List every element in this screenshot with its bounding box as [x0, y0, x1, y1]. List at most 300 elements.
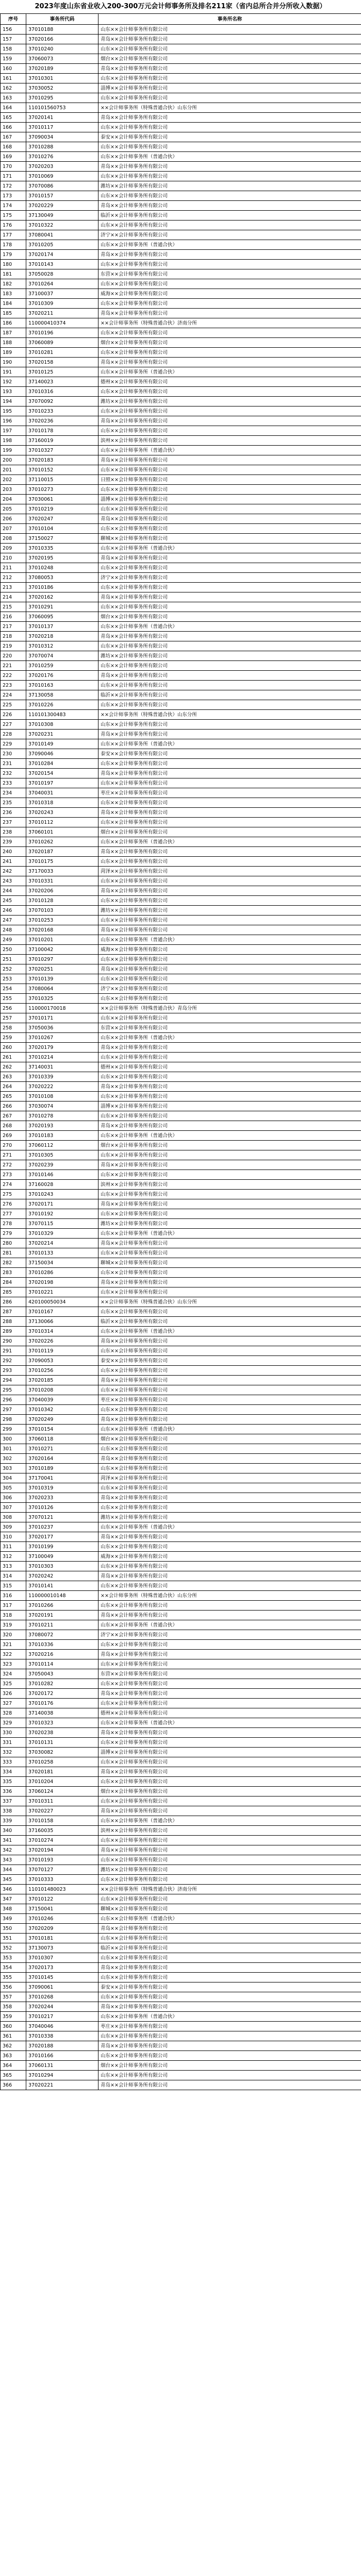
table-row — [1, 1307, 361, 1317]
name-cell: 青岛××会计师事务所有限公司 — [99, 1160, 361, 1170]
name-cell: 山东××会计师事务所有限公司 — [99, 2071, 361, 2080]
rank-cell: 302 — [1, 1454, 26, 1464]
rank-cell: 159 — [1, 54, 26, 64]
table-header — [1, 14, 361, 25]
code-cell: 37020171 — [26, 1199, 99, 1209]
rank-cell: 204 — [1, 495, 26, 504]
name-cell: 聊城××会计师事务所有限公司 — [99, 534, 361, 544]
rank-cell: 156 — [1, 25, 26, 35]
name-cell: 山东××会计师事务所（普通合伙） — [99, 837, 361, 847]
rank-cell: 323 — [1, 1659, 26, 1669]
rank-cell: 241 — [1, 857, 26, 867]
name-cell: 山东××会计师事务所有限公司 — [99, 1268, 361, 1278]
name-cell: 青岛××会计师事务所有限公司 — [99, 64, 361, 74]
code-cell: 37010319 — [26, 1483, 99, 1493]
code-cell: 37010291 — [26, 602, 99, 612]
name-cell: 青岛××会计师事务所有限公司 — [99, 309, 361, 318]
name-cell: 山东××会计师事务所有限公司 — [99, 1757, 361, 1767]
table-row — [1, 113, 361, 123]
rank-cell: 312 — [1, 1552, 26, 1562]
table-row — [1, 700, 361, 710]
table-row — [1, 2071, 361, 2080]
rank-cell: 183 — [1, 289, 26, 299]
code-cell: 37010117 — [26, 123, 99, 132]
code-cell: 37010133 — [26, 1248, 99, 1258]
table-row — [1, 35, 361, 44]
rank-cell: 172 — [1, 181, 26, 191]
name-cell: 滨州××会计师事务所有限公司 — [99, 1180, 361, 1190]
code-cell: 37010329 — [26, 1229, 99, 1239]
name-cell: ××会计师事务所（特殊普通合伙）青岛分所 — [99, 1004, 361, 1013]
code-cell: 37030052 — [26, 83, 99, 93]
code-cell: 37010246 — [26, 1914, 99, 1924]
rank-cell: 319 — [1, 1620, 26, 1630]
table-row — [1, 1278, 361, 1287]
table-row — [1, 74, 361, 83]
rank-cell: 274 — [1, 1180, 26, 1190]
name-cell: 青岛××会计师事务所有限公司 — [99, 769, 361, 778]
code-cell: 37010137 — [26, 622, 99, 632]
rank-cell: 358 — [1, 2002, 26, 2012]
rank-cell: 282 — [1, 1258, 26, 1268]
rank-cell: 322 — [1, 1650, 26, 1659]
table-row — [1, 1053, 361, 1062]
rank-cell: 297 — [1, 1405, 26, 1415]
rank-cell: 291 — [1, 1346, 26, 1356]
rank-cell: 168 — [1, 142, 26, 152]
name-cell: 山东××会计师事务所（普通合伙） — [99, 1718, 361, 1728]
code-cell: 37010146 — [26, 1170, 99, 1180]
name-cell: 山东××会计师事务所有限公司 — [99, 681, 361, 690]
name-cell: 山东××会计师事务所（普通合伙） — [99, 1327, 361, 1336]
code-cell: 37020172 — [26, 1689, 99, 1699]
rank-cell: 242 — [1, 867, 26, 876]
name-cell: ××会计师事务所（特殊普通合伙）山东分所 — [99, 710, 361, 720]
name-cell: 山东××会计师事务所（普通合伙） — [99, 1620, 361, 1630]
code-cell: 37010196 — [26, 328, 99, 338]
name-cell: 潍坊××会计师事务所有限公司 — [99, 1513, 361, 1522]
rank-cell: 187 — [1, 328, 26, 338]
rank-cell: 215 — [1, 602, 26, 612]
name-cell: 山东××会计师事务所有限公司 — [99, 798, 361, 808]
name-cell: 滨州××会计师事务所有限公司 — [99, 1826, 361, 1836]
table-row — [1, 1992, 361, 2002]
name-cell: 淄博××会计师事务所有限公司 — [99, 83, 361, 93]
name-cell: 东营××会计师事务所有限公司 — [99, 269, 361, 279]
code-cell: 37020198 — [26, 1278, 99, 1287]
table-row — [1, 162, 361, 172]
name-cell: 山东××会计师事务所有限公司 — [99, 1013, 361, 1023]
name-cell: 青岛××会计师事务所有限公司 — [99, 964, 361, 974]
table-row — [1, 906, 361, 916]
code-cell: 37020243 — [26, 808, 99, 818]
name-cell: 山东××会计师事务所有限公司 — [99, 1248, 361, 1258]
rank-cell: 181 — [1, 269, 26, 279]
table-row — [1, 1248, 361, 1258]
table-row — [1, 583, 361, 592]
table-row — [1, 387, 361, 397]
rank-cell: 209 — [1, 544, 26, 553]
rank-cell: 272 — [1, 1160, 26, 1170]
rank-cell: 161 — [1, 74, 26, 83]
name-cell: 山东××会计师事务所有限公司 — [99, 524, 361, 534]
table-row — [1, 93, 361, 103]
code-cell: 37010286 — [26, 1268, 99, 1278]
code-cell: 37020188 — [26, 2041, 99, 2051]
page-title: 2023年度山东省业收入200-300万元会计师事务所及排名211家（省内总所合并分所收入数据） — [35, 3, 326, 10]
table-row — [1, 446, 361, 455]
table-row — [1, 221, 361, 230]
name-cell: 山东××会计师事务所（普通合伙） — [99, 1816, 361, 1826]
table-row — [1, 201, 361, 211]
table-row — [1, 397, 361, 406]
name-cell: 威海××会计师事务所有限公司 — [99, 1552, 361, 1562]
name-cell: 青岛××会计师事务所有限公司 — [99, 553, 361, 563]
rank-cell: 295 — [1, 1385, 26, 1395]
rank-cell: 174 — [1, 201, 26, 211]
name-cell: 山东××会计师事务所有限公司 — [99, 1287, 361, 1297]
name-cell: 山东××会计师事务所有限公司 — [99, 916, 361, 925]
name-cell: 山东××会计师事务所有限公司 — [99, 1973, 361, 1982]
code-cell: 37010342 — [26, 1405, 99, 1415]
table-row — [1, 2080, 361, 2090]
rank-cell: 283 — [1, 1268, 26, 1278]
rank-cell: 287 — [1, 1307, 26, 1317]
rank-cell: 164 — [1, 103, 26, 113]
name-cell: 山东××会计师事务所有限公司 — [99, 1601, 361, 1611]
table-row — [1, 1669, 361, 1679]
name-cell: 青岛××会计师事务所有限公司 — [99, 35, 361, 44]
rank-cell: 223 — [1, 681, 26, 690]
rank-cell: 251 — [1, 955, 26, 964]
rank-cell: 351 — [1, 1934, 26, 1943]
code-cell: 37060101 — [26, 827, 99, 837]
rank-cell: 166 — [1, 123, 26, 132]
code-cell: 37010301 — [26, 74, 99, 83]
code-cell: 37020222 — [26, 1082, 99, 1092]
code-cell: 37010167 — [26, 1307, 99, 1317]
rank-cell: 314 — [1, 1571, 26, 1581]
code-cell: 37010240 — [26, 44, 99, 54]
code-cell: 37020233 — [26, 1493, 99, 1503]
name-cell: 山东××会计师事务所有限公司 — [99, 1894, 361, 1904]
rank-cell: 309 — [1, 1522, 26, 1532]
table-row — [1, 524, 361, 534]
code-cell: 37020154 — [26, 769, 99, 778]
table-row — [1, 641, 361, 651]
table-row — [1, 436, 361, 446]
table-row — [1, 1943, 361, 1953]
name-cell: 山东××会计师事务所（普通合伙） — [99, 1229, 361, 1239]
code-cell: 37010204 — [26, 1777, 99, 1787]
code-cell: 37010282 — [26, 1679, 99, 1689]
rank-cell: 194 — [1, 397, 26, 406]
rank-cell: 360 — [1, 2022, 26, 2031]
rank-cell: 280 — [1, 1239, 26, 1248]
name-cell: 山东××会计师事务所有限公司 — [99, 1934, 361, 1943]
rank-cell: 224 — [1, 690, 26, 700]
name-cell: 青岛××会计师事务所有限公司 — [99, 1532, 361, 1542]
name-cell: 青岛××会计师事务所有限公司 — [99, 808, 361, 818]
rank-cell: 192 — [1, 377, 26, 387]
code-cell: 37010237 — [26, 1522, 99, 1532]
table-row — [1, 1454, 361, 1464]
name-cell: 临沂××会计师事务所有限公司 — [99, 690, 361, 700]
rank-cell: 190 — [1, 358, 26, 367]
name-cell: 山东××会计师事务所（普通合伙） — [99, 739, 361, 749]
name-cell: 泰安××会计师事务所有限公司 — [99, 1356, 361, 1366]
table-row — [1, 172, 361, 181]
table-row — [1, 1150, 361, 1160]
table-row — [1, 1229, 361, 1239]
table-row — [1, 1415, 361, 1425]
code-cell: 420100050034 — [26, 1297, 99, 1307]
name-cell: 青岛××会计师事务所有限公司 — [99, 358, 361, 367]
code-cell: 37010104 — [26, 524, 99, 534]
rank-cell: 218 — [1, 632, 26, 641]
table-row — [1, 837, 361, 847]
table-row — [1, 1434, 361, 1444]
table-row — [1, 1963, 361, 1973]
name-cell: 山东××会计师事务所有限公司 — [99, 485, 361, 495]
rank-cell: 310 — [1, 1532, 26, 1542]
table-row — [1, 1199, 361, 1209]
rank-cell: 273 — [1, 1170, 26, 1180]
table-row — [1, 25, 361, 35]
table-row — [1, 406, 361, 416]
code-cell: 37020214 — [26, 1239, 99, 1248]
rank-cell: 284 — [1, 1278, 26, 1287]
name-cell: 山东××会计师事务所有限公司 — [99, 387, 361, 397]
name-cell: 青岛××会计师事务所有限公司 — [99, 632, 361, 641]
table-row — [1, 1816, 361, 1826]
rank-cell: 186 — [1, 318, 26, 328]
header-rank: 序号 — [1, 14, 26, 25]
table-row — [1, 465, 361, 475]
name-cell: ××会计师事务所（特殊普通合伙）济南分所 — [99, 318, 361, 328]
table-row — [1, 1718, 361, 1728]
name-cell: 山东××会计师事务所有限公司 — [99, 172, 361, 181]
rank-cell: 173 — [1, 191, 26, 201]
code-cell: 37070103 — [26, 906, 99, 916]
rank-cell: 227 — [1, 720, 26, 730]
code-cell: 37020141 — [26, 113, 99, 123]
rank-cell: 325 — [1, 1679, 26, 1689]
rank-cell: 324 — [1, 1669, 26, 1679]
code-cell: 37010308 — [26, 720, 99, 730]
code-cell: 110000170018 — [26, 1004, 99, 1013]
table-row — [1, 191, 361, 201]
rank-cell: 157 — [1, 35, 26, 44]
table-row — [1, 1982, 361, 1992]
name-cell: 山东××会计师事务所有限公司 — [99, 700, 361, 710]
table-row — [1, 1483, 361, 1493]
name-cell: 山东××会计师事务所有限公司 — [99, 93, 361, 103]
table-row — [1, 1219, 361, 1229]
table-row — [1, 925, 361, 935]
name-cell: 山东××会计师事务所有限公司 — [99, 994, 361, 1004]
rank-cell: 193 — [1, 387, 26, 397]
table-row — [1, 44, 361, 54]
table-row — [1, 1787, 361, 1797]
code-cell: 37020247 — [26, 514, 99, 524]
code-cell: 37010336 — [26, 1640, 99, 1650]
name-cell: 山东××会计师事务所有限公司 — [99, 1444, 361, 1454]
rank-cell: 261 — [1, 1053, 26, 1062]
table-row — [1, 681, 361, 690]
table-row — [1, 1180, 361, 1190]
code-cell: 110000410374 — [26, 318, 99, 328]
name-cell: 青岛××会计师事务所有限公司 — [99, 514, 361, 524]
code-cell: 37010125 — [26, 367, 99, 377]
code-cell: 37010318 — [26, 798, 99, 808]
rank-cell: 231 — [1, 759, 26, 769]
code-cell: 37010271 — [26, 1444, 99, 1454]
rank-cell: 349 — [1, 1914, 26, 1924]
table-row — [1, 1346, 361, 1356]
table-row — [1, 955, 361, 964]
table-row — [1, 485, 361, 495]
code-cell: 37010128 — [26, 896, 99, 906]
code-cell: 37020242 — [26, 1571, 99, 1581]
name-cell: 青岛××会计师事务所有限公司 — [99, 1493, 361, 1503]
code-cell: 37020203 — [26, 162, 99, 172]
table-row — [1, 2012, 361, 2022]
rank-cell: 311 — [1, 1542, 26, 1552]
rank-cell: 281 — [1, 1248, 26, 1258]
code-cell: 37010214 — [26, 1053, 99, 1062]
name-cell: 烟台××会计师事务所有限公司 — [99, 2061, 361, 2071]
code-cell: 110000010148 — [26, 1591, 99, 1601]
table-row — [1, 103, 361, 113]
table-row — [1, 1043, 361, 1053]
rank-cell: 345 — [1, 1875, 26, 1885]
code-cell: 37010221 — [26, 1287, 99, 1297]
name-cell: 山东××会计师事务所有限公司 — [99, 720, 361, 730]
rank-cell: 255 — [1, 994, 26, 1004]
name-cell: 枣庄××会计师事务所有限公司 — [99, 2022, 361, 2031]
name-cell: ××会计师事务所（特殊普通合伙）山东分所 — [99, 103, 361, 113]
rank-cell: 299 — [1, 1425, 26, 1434]
name-cell: 烟台××会计师事务所有限公司 — [99, 612, 361, 622]
rank-cell: 341 — [1, 1836, 26, 1845]
code-cell: 37010307 — [26, 1953, 99, 1963]
name-cell: 山东××会计师事务所有限公司 — [99, 778, 361, 788]
table-row — [1, 1699, 361, 1708]
code-cell: 37070074 — [26, 651, 99, 661]
header-code: 事务所代码 — [26, 14, 99, 25]
rank-cell: 158 — [1, 44, 26, 54]
name-cell: 青岛××会计师事务所有限公司 — [99, 113, 361, 123]
code-cell: 37100037 — [26, 289, 99, 299]
name-cell: 东营××会计师事务所有限公司 — [99, 1669, 361, 1679]
code-cell: 37010219 — [26, 504, 99, 514]
table-row — [1, 1444, 361, 1454]
rank-cell: 337 — [1, 1797, 26, 1806]
code-cell: 37020168 — [26, 925, 99, 935]
code-cell: 37010273 — [26, 485, 99, 495]
code-cell: 37020185 — [26, 1376, 99, 1385]
code-cell: 37020218 — [26, 632, 99, 641]
name-cell: 青岛××会计师事务所有限公司 — [99, 592, 361, 602]
code-cell: 37010208 — [26, 1385, 99, 1395]
table-row — [1, 1591, 361, 1601]
name-cell: 山东××会计师事务所有限公司 — [99, 1053, 361, 1062]
code-cell: 37010256 — [26, 1366, 99, 1376]
rank-cell: 315 — [1, 1581, 26, 1591]
code-cell: 37010205 — [26, 240, 99, 250]
name-cell: 青岛××会计师事务所有限公司 — [99, 2002, 361, 2012]
rank-cell: 178 — [1, 240, 26, 250]
code-cell: 37010259 — [26, 661, 99, 671]
code-cell: 110101480023 — [26, 1885, 99, 1894]
table-row — [1, 563, 361, 573]
name-cell: 山东××会计师事务所有限公司 — [99, 25, 361, 35]
name-cell: 山东××会计师事务所有限公司 — [99, 602, 361, 612]
table-row — [1, 1062, 361, 1072]
table-row — [1, 1131, 361, 1141]
table-row — [1, 2002, 361, 2012]
name-cell: 山东××会计师事务所（普通合伙） — [99, 544, 361, 553]
code-cell: 37130049 — [26, 211, 99, 221]
table-row — [1, 1620, 361, 1630]
table-row — [1, 1366, 361, 1376]
table-row — [1, 1190, 361, 1199]
code-cell: 37020162 — [26, 592, 99, 602]
code-cell: 37010325 — [26, 994, 99, 1004]
name-cell: 滨州××会计师事务所有限公司 — [99, 436, 361, 446]
table-row — [1, 1297, 361, 1307]
code-cell: 37010274 — [26, 1836, 99, 1845]
rank-cell: 232 — [1, 769, 26, 778]
table-row — [1, 1385, 361, 1395]
table-row — [1, 455, 361, 465]
table-row — [1, 1953, 361, 1963]
rank-cell: 208 — [1, 534, 26, 544]
code-cell: 37130066 — [26, 1317, 99, 1327]
name-cell: 山东××会计师事务所有限公司 — [99, 563, 361, 573]
code-cell: 37060112 — [26, 1141, 99, 1150]
table-row — [1, 1748, 361, 1757]
table-row — [1, 778, 361, 788]
table-row — [1, 1317, 361, 1327]
rank-cell: 313 — [1, 1562, 26, 1571]
name-cell: 青岛××会计师事务所有限公司 — [99, 1454, 361, 1464]
name-cell: 山东××会计师事务所（普通合伙） — [99, 1033, 361, 1043]
table-row — [1, 1395, 361, 1405]
rank-cell: 352 — [1, 1943, 26, 1953]
rank-cell: 162 — [1, 83, 26, 93]
rank-cell: 275 — [1, 1190, 26, 1199]
name-cell: 山东××会计师事务所有限公司 — [99, 1953, 361, 1963]
code-cell: 37010114 — [26, 1659, 99, 1669]
table-row — [1, 1101, 361, 1111]
rank-cell: 177 — [1, 230, 26, 240]
code-cell: 37020221 — [26, 2080, 99, 2090]
name-cell: 山东××会计师事务所有限公司 — [99, 876, 361, 886]
table-row — [1, 504, 361, 514]
rank-cell: 355 — [1, 1973, 26, 1982]
name-cell: 山东××会计师事务所有限公司 — [99, 641, 361, 651]
code-cell: 37010152 — [26, 465, 99, 475]
table-row — [1, 1738, 361, 1748]
rank-cell: 205 — [1, 504, 26, 514]
table-row — [1, 309, 361, 318]
table-row — [1, 1679, 361, 1689]
code-cell: 37170033 — [26, 867, 99, 876]
name-cell: 聊城××会计师事务所有限公司 — [99, 1258, 361, 1268]
table-row — [1, 299, 361, 309]
